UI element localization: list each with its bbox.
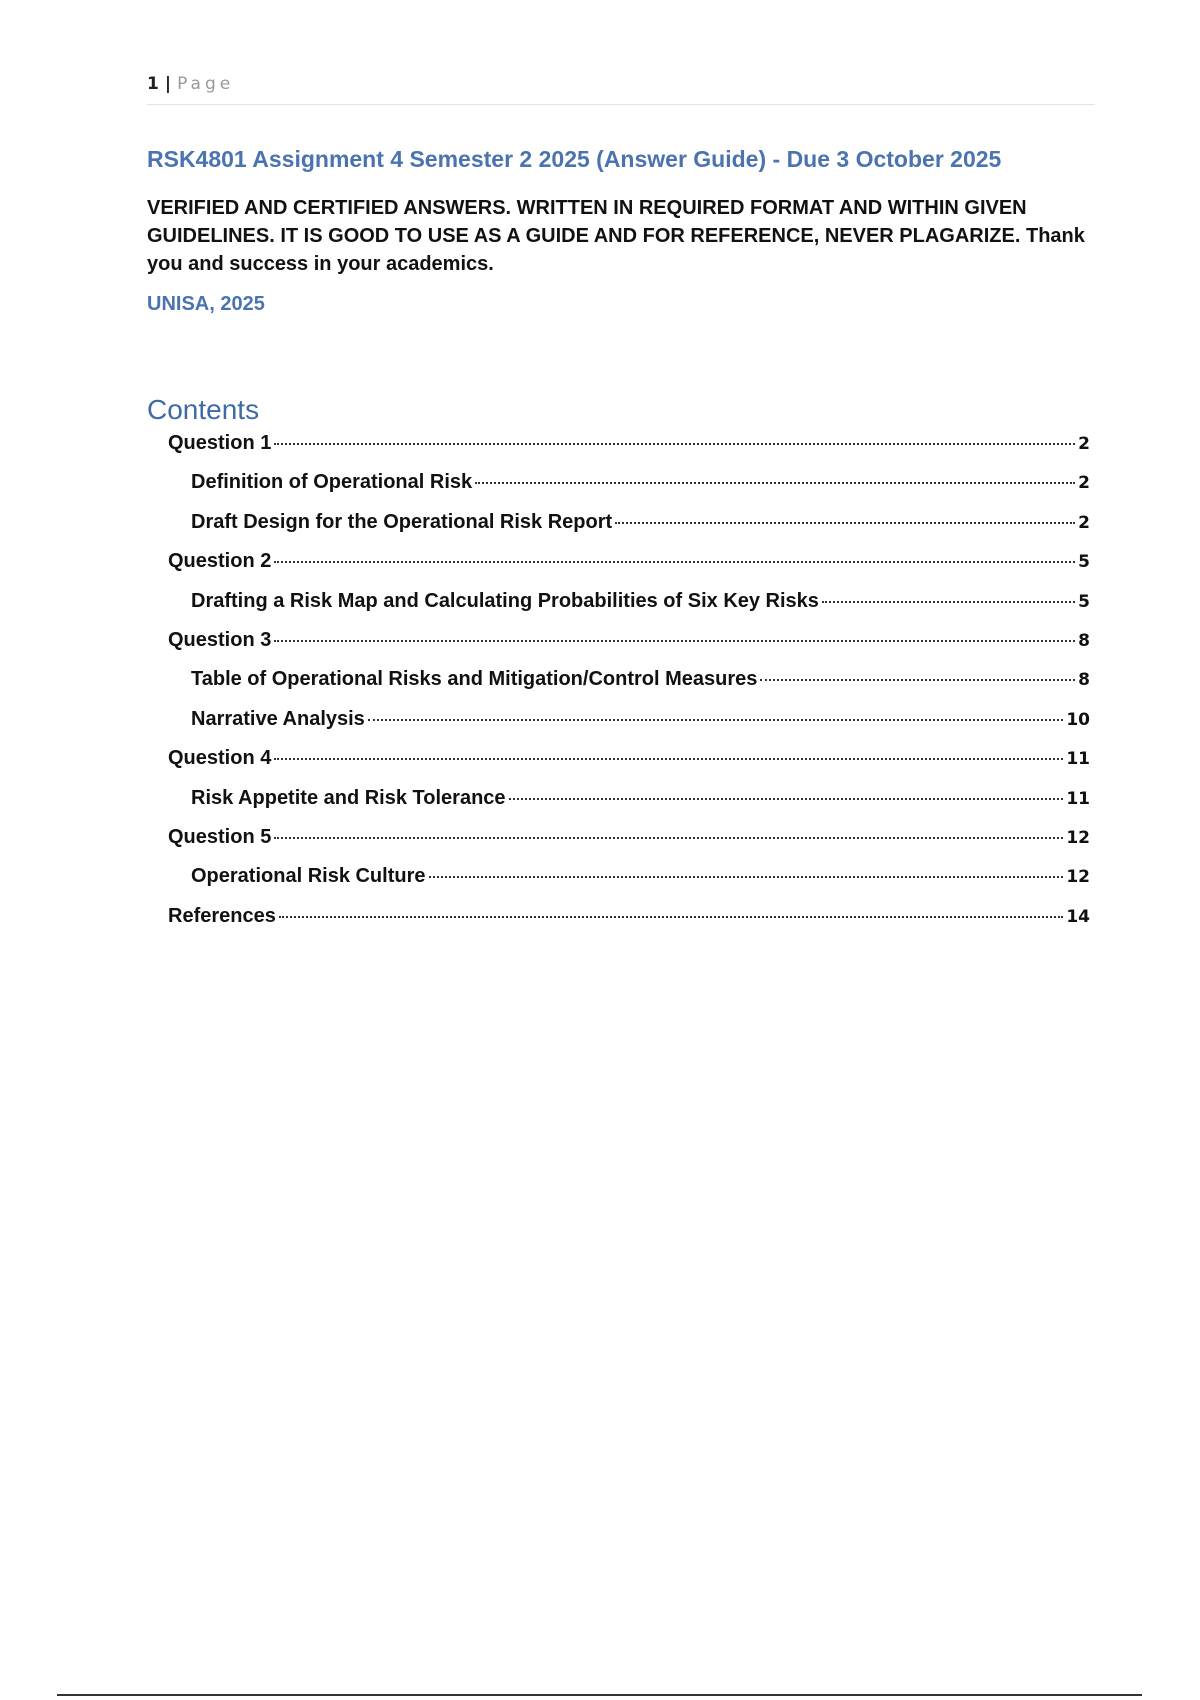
toc-dot-leader [822, 601, 1075, 603]
footer-rule [57, 1694, 1142, 1696]
page-header [147, 74, 1095, 105]
toc-entry-text: Narrative Analysis [191, 707, 365, 730]
toc-entry[interactable] [147, 471, 1090, 510]
toc-entry[interactable] [147, 787, 1090, 826]
toc-entry[interactable] [147, 865, 1090, 904]
toc-entry-page: 2 [1078, 473, 1090, 494]
toc-entry-text: Question 5 [168, 825, 272, 848]
toc-dot-leader [615, 522, 1075, 524]
toc-entry[interactable] [147, 511, 1090, 550]
toc-dot-leader [368, 719, 1064, 721]
toc-entry-page: 12 [1066, 827, 1090, 848]
toc-entry-text: Operational Risk Culture [191, 865, 426, 888]
toc-dot-leader [274, 640, 1075, 642]
toc-dot-leader [429, 876, 1064, 878]
organization-line: UNISA, 2025 [147, 293, 265, 315]
toc-entry[interactable] [147, 629, 1090, 668]
toc-entry-page: 5 [1078, 552, 1090, 573]
toc-entry-page: 2 [1078, 434, 1090, 454]
toc-entry-page: 12 [1066, 867, 1090, 888]
toc-entry-text: Definition of Operational Risk [191, 471, 473, 494]
toc-entry-text: Question 2 [168, 550, 272, 573]
toc-entry-page: 8 [1078, 630, 1090, 651]
intro-paragraph: VERIFIED AND CERTIFIED ANSWERS. WRITTEN IN REQUIRED FORMAT AND WITHIN GIVEN GUIDELINES. IT IS GOOD TO USE AS A GUIDE AND FOR REFERENCE, NEVER PLAGARIZE. Thank you and success in your academics. [147, 197, 1085, 275]
toc-dot-leader [509, 798, 1064, 800]
toc-entry-page: 11 [1066, 788, 1090, 809]
toc-entry-text: Question 1 [168, 432, 272, 454]
document-title: RSK4801 Assignment 4 Semester 2 2025 (Answer Guide) - Due 3 October 2025 [147, 146, 1002, 172]
toc-entry-page: 14 [1066, 906, 1090, 927]
page-label: Page [177, 74, 235, 94]
page-separator: | [164, 74, 172, 94]
table-of-contents [147, 432, 1090, 944]
page-number: 1 [147, 74, 159, 94]
toc-entry[interactable] [147, 668, 1090, 707]
toc-entry[interactable] [147, 590, 1090, 629]
toc-entry-page: 8 [1078, 670, 1090, 691]
toc-entry-page: 11 [1066, 749, 1090, 770]
toc-entry[interactable] [147, 826, 1090, 865]
toc-entry-page: 5 [1078, 591, 1090, 612]
toc-entry[interactable] [147, 550, 1090, 589]
toc-entry-text: Draft Design for the Operational Risk Report [191, 510, 613, 533]
toc-dot-leader [274, 837, 1063, 839]
toc-entry-text: Question 4 [168, 747, 272, 770]
toc-entry[interactable] [147, 905, 1090, 944]
toc-entry-page: 2 [1078, 512, 1090, 533]
toc-dot-leader [274, 758, 1063, 760]
toc-entry[interactable] [147, 432, 1090, 471]
toc-dot-leader [475, 482, 1075, 484]
toc-dot-leader [279, 916, 1063, 918]
toc-entry[interactable] [147, 708, 1090, 747]
toc-heading: Contents [147, 394, 260, 425]
toc-dot-leader [760, 679, 1075, 681]
toc-entry-text: Table of Operational Risks and Mitigation/Control Measures [191, 668, 758, 691]
toc-entry-text: Drafting a Risk Map and Calculating Probabilities of Six Key Risks [191, 589, 819, 612]
toc-entry-text: References [168, 904, 276, 927]
toc-dot-leader [274, 561, 1075, 563]
toc-entry-page: 10 [1066, 709, 1090, 730]
toc-entry-text: Risk Appetite and Risk Tolerance [191, 786, 506, 809]
toc-entry-text: Question 3 [168, 628, 272, 651]
toc-dot-leader [274, 443, 1075, 445]
toc-entry[interactable] [147, 747, 1090, 786]
